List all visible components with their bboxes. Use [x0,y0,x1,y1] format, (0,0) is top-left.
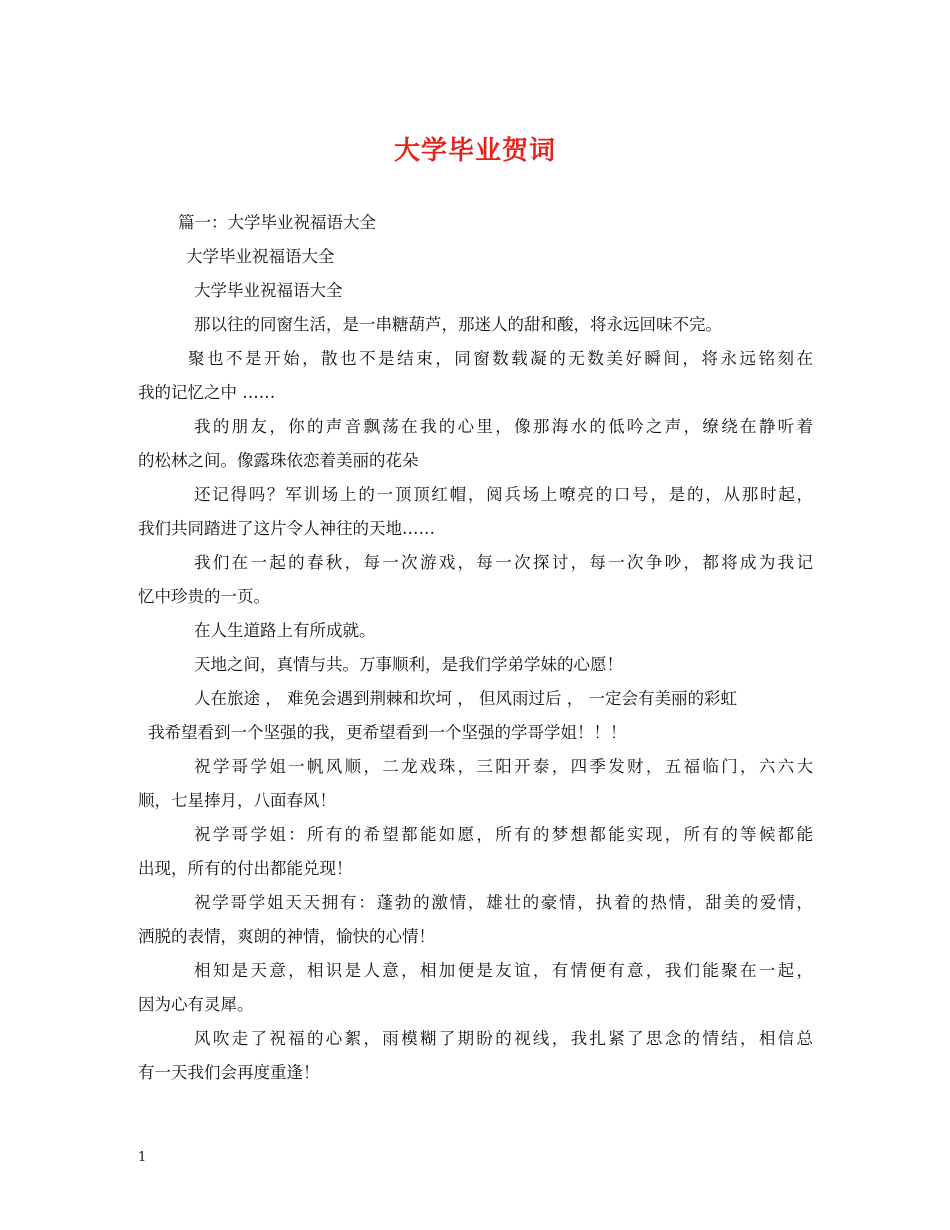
paragraph-line: 顺，七星捧月，八面春风！ [138,791,336,810]
paragraph-line: 我的记忆之中 …… [138,383,276,402]
paragraph-line: 我们共同踏进了这片令人神往的天地…… [138,519,435,538]
paragraph-line: 因为心有灵犀。 [138,995,254,1014]
paragraph-line: 在人生道路上有所成就。 [194,621,376,640]
paragraph-line: 我们在一起的春秋，每一次游戏，每一次探讨，每一次争吵，都将成为我记 [194,553,813,572]
paragraph-line: 祝学哥学姐天天拥有：蓬勃的激情，雄壮的豪情，执着的热情，甜美的爱情， [194,893,813,912]
page-number: 1 [138,1150,147,1165]
paragraph-line: 我的朋友，你的声音飘荡在我的心里，像那海水的低吟之声，缭绕在静听着 [194,417,813,436]
paragraph-line: 相知是天意，相识是人意，相加便是友谊，有情便有意，我们能聚在一起， [194,961,813,980]
paragraph-line: 祝学哥学姐一帆风顺，二龙戏珠，三阳开泰，四季发财，五福临门，六六大 [194,757,813,776]
paragraph-line: 忆中珍贵的一页。 [138,587,270,606]
paragraph-line: 人在旅途 ， 难免会遇到荆棘和坎坷 ， 但风雨过后 ， 一定会有美丽的彩虹 [194,689,737,708]
paragraph-line: 还记得吗？军训场上的一顶顶红帽，阅兵场上嘹亮的口号，是的，从那时起， [194,485,813,504]
subheading: 大学毕业祝福语大全 [194,281,343,300]
document-title: 大学毕业贺词 [393,136,556,166]
paragraph-line: 有一天我们会再度重逢！ [138,1063,320,1082]
paragraph-line: 祝学哥学姐：所有的希望都能如愿，所有的梦想都能实现，所有的等候都能 [194,825,813,844]
paragraph-line: 风吹走了祝福的心絮，雨模糊了期盼的视线，我扎紧了思念的情结，相信总 [194,1029,813,1048]
paragraph-line: 出现，所有的付出都能兑现！ [138,859,353,878]
document-body [138,206,813,1090]
paragraph-line: 聚也不是开始，散也不是结束，同窗数载凝的无数美好瞬间，将永远铭刻在 [188,349,813,368]
paragraph-line: 我希望看到一个坚强的我，更希望看到一个坚强的学哥学姐！！！ [148,723,627,742]
subheading: 大学毕业祝福语大全 [186,247,335,266]
paragraph-line: 洒脱的表情，爽朗的神情，愉快的心情！ [138,927,435,946]
paragraph-line: 的松林之间。像露珠依恋着美丽的花朵 [138,451,419,470]
section-heading: 篇一：大学毕业祝福语大全 [178,213,376,232]
paragraph-line: 那以往的同窗生活，是一串糖葫芦，那迷人的甜和酸，将永远回味不完。 [194,315,722,334]
paragraph-line: 天地之间，真情与共。万事顺利，是我们学弟学妹的心愿！ [194,655,623,674]
